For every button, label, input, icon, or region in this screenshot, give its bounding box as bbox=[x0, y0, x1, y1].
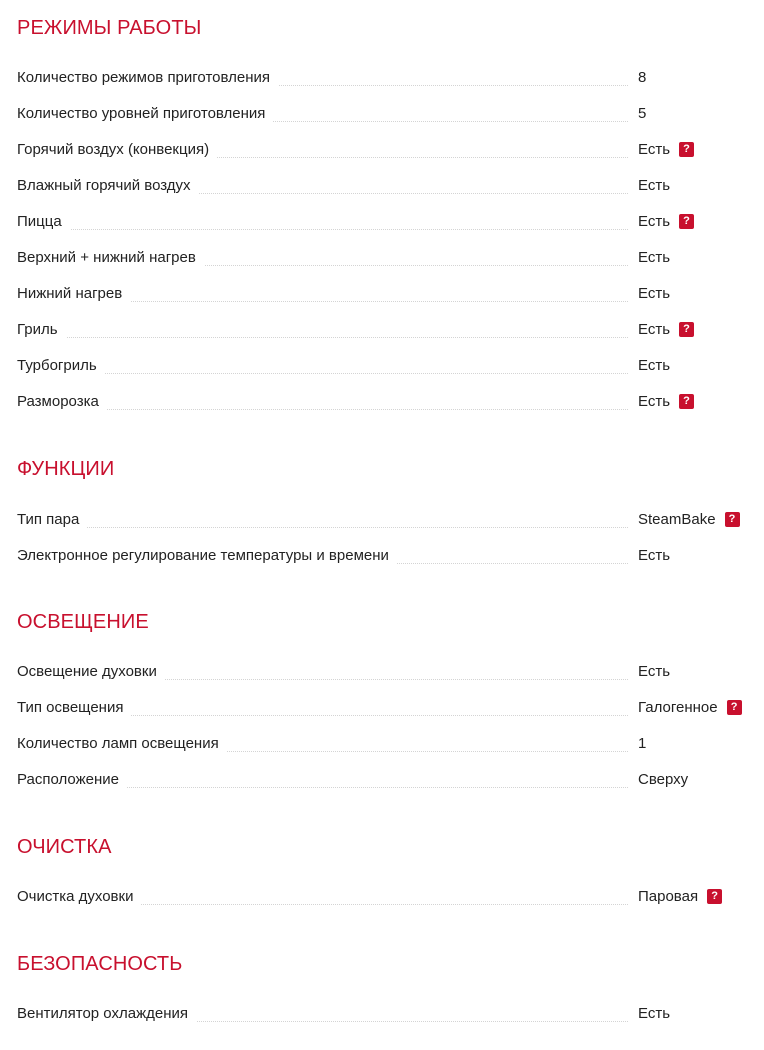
spec-value: Есть bbox=[638, 284, 671, 302]
spec-list bbox=[17, 653, 757, 797]
spec-row-pizza bbox=[17, 203, 757, 239]
section-title: ОЧИСТКА bbox=[17, 836, 112, 858]
spec-value: Сверху bbox=[638, 770, 689, 788]
leader-dots bbox=[17, 337, 628, 338]
question-mark-icon[interactable]: ? bbox=[679, 142, 694, 157]
spec-value-wrap bbox=[638, 239, 670, 275]
question-mark-icon[interactable]: ? bbox=[679, 322, 694, 337]
question-mark-icon[interactable]: ? bbox=[725, 512, 740, 527]
spec-name: Нижний нагрев bbox=[17, 285, 130, 302]
spec-row-lamp-position bbox=[17, 761, 757, 797]
spec-value-wrap bbox=[638, 653, 670, 689]
spec-name: Освещение духовки bbox=[17, 663, 165, 680]
spec-value: Есть bbox=[638, 546, 671, 564]
spec-value: Есть bbox=[638, 320, 671, 338]
spec-value: Есть bbox=[638, 392, 671, 410]
spec-value: Есть bbox=[638, 176, 671, 194]
spec-name: Очистка духовки bbox=[17, 888, 141, 905]
spec-value-wrap bbox=[638, 725, 646, 761]
spec-row-grill bbox=[17, 311, 757, 347]
spec-value: 8 bbox=[638, 68, 647, 86]
spec-name: Количество ламп освещения bbox=[17, 735, 227, 752]
spec-list bbox=[17, 59, 757, 419]
section-cleaning bbox=[17, 835, 757, 914]
section-title: РЕЖИМЫ РАБОТЫ bbox=[17, 17, 202, 39]
spec-value: 5 bbox=[638, 104, 647, 122]
spec-row-cooling-fan bbox=[17, 995, 757, 1031]
spec-value: 1 bbox=[638, 734, 647, 752]
spec-value-wrap bbox=[638, 95, 646, 131]
spec-value-wrap bbox=[638, 59, 646, 95]
spec-value-wrap bbox=[638, 311, 694, 347]
spec-value: Есть bbox=[638, 1004, 671, 1022]
question-mark-icon[interactable]: ? bbox=[727, 700, 742, 715]
spec-value-wrap bbox=[638, 689, 742, 725]
spec-row-oven-cleaning bbox=[17, 878, 757, 914]
spec-row-defrost bbox=[17, 383, 757, 419]
spec-name: Горячий воздух (конвекция) bbox=[17, 141, 217, 158]
question-mark-icon[interactable]: ? bbox=[707, 889, 722, 904]
spec-value: Есть bbox=[638, 140, 671, 158]
spec-list bbox=[17, 501, 757, 573]
spec-value: Есть bbox=[638, 356, 671, 374]
spec-row-cooking-levels-count bbox=[17, 95, 757, 131]
spec-row-electronic-control bbox=[17, 537, 757, 573]
section-functions bbox=[17, 457, 757, 573]
spec-name: Тип пара bbox=[17, 511, 87, 528]
section-title: ОСВЕЩЕНИЕ bbox=[17, 611, 149, 633]
spec-value: Есть bbox=[638, 662, 671, 680]
spec-row-steam-type bbox=[17, 501, 757, 537]
spec-value-wrap bbox=[638, 537, 670, 573]
spec-name: Расположение bbox=[17, 771, 127, 788]
spec-value-wrap bbox=[638, 167, 670, 203]
spec-value: Есть bbox=[638, 248, 671, 266]
spec-name: Тип освещения bbox=[17, 699, 131, 716]
spec-name: Влажный горячий воздух bbox=[17, 177, 199, 194]
spec-list bbox=[17, 995, 757, 1031]
question-mark-icon[interactable]: ? bbox=[679, 214, 694, 229]
spec-name: Электронное регулирование температуры и времени bbox=[17, 547, 397, 564]
spec-value-wrap bbox=[638, 203, 694, 239]
spec-value-wrap bbox=[638, 878, 722, 914]
spec-name: Количество уровней приготовления bbox=[17, 105, 273, 122]
spec-value-wrap bbox=[638, 131, 694, 167]
spec-row-lamp-count bbox=[17, 725, 757, 761]
spec-value: Есть bbox=[638, 212, 671, 230]
spec-row-oven-lighting bbox=[17, 653, 757, 689]
spec-value: SteamBake bbox=[638, 510, 716, 528]
spec-value-wrap bbox=[638, 383, 694, 419]
spec-row-lighting-type bbox=[17, 689, 757, 725]
spec-row-top-bottom-heat bbox=[17, 239, 757, 275]
spec-name: Гриль bbox=[17, 321, 66, 338]
spec-row-bottom-heat bbox=[17, 275, 757, 311]
spec-name: Разморозка bbox=[17, 393, 107, 410]
spec-value: Паровая bbox=[638, 887, 699, 905]
leader-dots bbox=[17, 527, 628, 528]
spec-row-moist-hot-air bbox=[17, 167, 757, 203]
leader-dots bbox=[17, 229, 628, 230]
leader-dots bbox=[17, 409, 628, 410]
leader-dots bbox=[17, 373, 628, 374]
section-title: БЕЗОПАСНОСТЬ bbox=[17, 953, 183, 975]
spec-value-wrap bbox=[638, 995, 670, 1031]
spec-value-wrap bbox=[638, 275, 670, 311]
spec-name: Вентилятор охлаждения bbox=[17, 1005, 196, 1022]
spec-row-convection bbox=[17, 131, 757, 167]
section-title: ФУНКЦИИ bbox=[17, 458, 115, 480]
spec-list bbox=[17, 878, 757, 914]
section-operating-modes bbox=[17, 16, 757, 419]
spec-name: Верхний + нижний нагрев bbox=[17, 249, 204, 266]
spec-value: Галогенное bbox=[638, 698, 718, 716]
spec-value-wrap bbox=[638, 347, 670, 383]
spec-row-cooking-modes-count bbox=[17, 59, 757, 95]
spec-name: Турбогриль bbox=[17, 357, 105, 374]
section-safety bbox=[17, 952, 757, 1031]
spec-name: Пицца bbox=[17, 213, 70, 230]
spec-value-wrap bbox=[638, 761, 688, 797]
spec-row-turbo-grill bbox=[17, 347, 757, 383]
spec-name: Количество режимов приготовления bbox=[17, 69, 278, 86]
question-mark-icon[interactable]: ? bbox=[679, 394, 694, 409]
section-lighting bbox=[17, 610, 757, 797]
spec-value-wrap bbox=[638, 501, 740, 537]
